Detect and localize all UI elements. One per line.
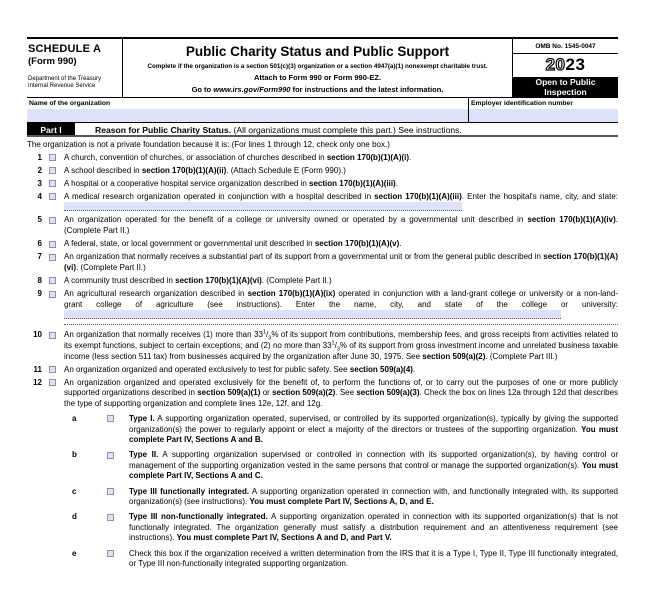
line-number: c [72, 486, 77, 496]
form-line [27, 239, 618, 250]
checkbox-cell [42, 239, 64, 250]
checkbox[interactable] [49, 154, 56, 161]
form-subtitle-3 [131, 85, 504, 94]
line-text: An organization organized and operated exclusively to test for public safety. See section 509(a)(4). [64, 364, 416, 374]
checkbox[interactable] [49, 332, 56, 339]
open-line1: Open to Public [535, 77, 596, 87]
tax-year [513, 54, 618, 77]
line-text: A hospital or a cooperative hospital service organization described in section 170(b)(1)(A)(iii). [64, 178, 398, 188]
line-text: A church, convention of churches, or association of churches described in section 170(b)(1)(A)(i). [64, 152, 412, 162]
line-number: 5 [37, 215, 42, 225]
form-line [27, 252, 618, 273]
form-line [27, 276, 618, 287]
write-in-field[interactable] [64, 310, 561, 319]
form-line [27, 192, 618, 213]
goto-text: Go to [191, 85, 214, 94]
line-number: 4 [37, 191, 42, 201]
checkbox[interactable] [49, 291, 56, 298]
line-number: 3 [37, 178, 42, 188]
omb-year-block [512, 39, 618, 97]
form-title: Public Charity Status and Public Support [185, 44, 450, 59]
checkbox-cell [42, 252, 64, 273]
form-id-block [27, 39, 123, 97]
form-subtitle-1: Complete if the organization is a section 501(c)(3) organization or a section 4947(a)(1) nonexempt charitable trust. [147, 63, 488, 70]
form-line [27, 289, 618, 328]
omb-number: OMB No. 1545-0047 [513, 39, 618, 54]
organization-name-label: Name of the organization [29, 100, 111, 107]
checkbox-cell [42, 289, 64, 328]
part1-title [95, 123, 462, 135]
line-number: 9 [37, 289, 42, 299]
checkbox-cell [42, 179, 64, 190]
line-text: An organization that normally receives a substantial part of its support from a governmental unit or from the general public described in section 170(b)(1)(A)(vi). (Complete Part II.) [64, 252, 618, 272]
organization-row [27, 98, 618, 123]
checkbox[interactable] [49, 180, 56, 187]
line-text: Check this box if the organization received a written determination from the IRS that it is a Type I, Type II, Type III functionally integrated, or Type III non-functionally integrated supporting organization. [129, 548, 618, 569]
form-header [27, 37, 618, 98]
checkbox[interactable] [49, 379, 56, 386]
line-text: An organization operated for the benefit of a college or university owned or operated by a governmental unit described in section 170(b)(1)(A)(iv). (Complete Part II.) [64, 215, 618, 236]
checkbox-cell [42, 192, 64, 213]
form-line [27, 330, 618, 362]
checkbox[interactable] [49, 167, 56, 174]
form-line [72, 512, 618, 544]
open-to-public-badge [513, 77, 618, 97]
checkbox[interactable] [107, 415, 114, 422]
checkbox[interactable] [49, 217, 56, 224]
line-number: 7 [37, 252, 42, 262]
line-text: Type II. A supporting organization supervised or controlled in connection with its supported organization(s), by having control or management of the supporting organization vested in the same persons that control or manage the supported organization(s). You must complete Part IV, Sections A and C. [129, 450, 618, 481]
organization-name-input[interactable] [27, 109, 468, 122]
form-line [27, 179, 618, 190]
line-number: e [72, 548, 77, 558]
part1-intro: The organization is not a private foundation because it is: (For lines 1 through 12, check only one box.) [27, 140, 390, 149]
form-line [72, 487, 618, 508]
line-number: a [72, 413, 77, 423]
write-in-field[interactable] [64, 202, 462, 211]
organization-name-cell [27, 98, 468, 122]
checkbox-cell [82, 549, 129, 570]
checkbox[interactable] [49, 241, 56, 248]
line-text: Type III functionally integrated. A supporting organization operated in connection with, and functionally integrated with, its supported organization(s) (see instructions). You must complete Part IV, Sections A, D, and E. [129, 486, 618, 507]
checkbox[interactable] [49, 366, 56, 373]
form-title-block [123, 39, 512, 97]
open-line2: Inspection [544, 87, 587, 97]
line-number: 11 [33, 364, 42, 374]
checkbox[interactable] [107, 550, 114, 557]
line-text: Type III non-functionally integrated. A supporting organization operated in connection with its supported organization(s) that is not functionally integrated. The organization generally must satisfy a distribution requirement and an attentiveness requirement (see instructions). You must complete Part IV, Sections A and D, and Part V. [129, 512, 618, 543]
tax-year-outline: 20 [545, 55, 566, 74]
line-number: 8 [37, 275, 42, 285]
schedule-label: SCHEDULE A [28, 43, 102, 55]
checkbox-cell [82, 414, 129, 446]
checkbox-cell [42, 276, 64, 287]
checkbox-cell [82, 487, 129, 508]
checkbox[interactable] [49, 193, 56, 200]
checkbox[interactable] [107, 488, 114, 495]
line-text: A community trust described in section 170(b)(1)(A)(vi). (Complete Part II.) [64, 275, 332, 285]
dept-line2: Internal Revenue Service [28, 83, 96, 89]
checkbox[interactable] [107, 514, 114, 521]
ein-cell [468, 98, 618, 122]
form-subtitle-2: Attach to Form 990 or Form 990-EZ. [253, 73, 382, 82]
line-text: An organization organized and operated exclusively for the benefit of, to perform the functions of, or to carry out the purposes of one or more publicly supported organizations described in section 509(a)(1) or section 509(a)(2). See section 509(a)(3). Check the box on lines 12a through 12d that describes the type of supporting organization and complete lines 12e, 12f, and 12g. [64, 377, 619, 408]
form-number: (Form 990) [28, 56, 77, 67]
checkbox[interactable] [107, 452, 114, 459]
tax-year-bold: 23 [565, 55, 586, 74]
part1-title-bold: Reason for Public Charity Status. [95, 125, 232, 135]
ein-input[interactable] [469, 109, 618, 122]
checkbox-cell [42, 330, 64, 362]
irs-url: www.irs.gov/Form990 [213, 85, 291, 94]
checkbox-cell [42, 166, 64, 177]
checkbox-cell [42, 153, 64, 164]
part1-items [27, 153, 618, 570]
part1-title-rest: (All organizations must complete this part.) See instructions. [231, 125, 462, 135]
line-text: A medical research organization operated in conjunction with a hospital described in section 170(b)(1)(A)(iii). Enter the hospital's name, city, and state: [64, 192, 618, 213]
checkbox-cell [82, 512, 129, 544]
line-text: An organization that normally receives (1) more than $33^1/_3\%$ of its support from contributions, membership fees, and gross receipts from activities related to its exempt functions, subject to certain exceptions; and (2) no more than $33^1/_3\%$ of its support from gross investment income and unrelated business taxable income (less section 511 tax) from businesses acquired by the organization after June 30, 1975. See section 509(a)(2). (Complete Part III.) [64, 329, 619, 361]
line-number: 12 [33, 377, 42, 387]
ein-label: Employer identification number [471, 100, 573, 107]
goto-text-rest: for instructions and the latest information. [290, 85, 444, 94]
checkbox-cell [82, 450, 129, 482]
form-line [27, 153, 618, 164]
form-line [72, 450, 618, 482]
form-line [27, 166, 618, 177]
line-number: 2 [37, 165, 42, 175]
line-number: 1 [37, 152, 42, 162]
checkbox[interactable] [49, 277, 56, 284]
line-number: 10 [33, 330, 42, 340]
form-line [27, 365, 618, 376]
checkbox-cell [42, 215, 64, 236]
line-number: 6 [37, 239, 42, 249]
dept-line1: Department of the Treasury [28, 76, 102, 82]
part1-header-bar [27, 123, 618, 137]
line-text: A school described in section 170(b)(1)(A)(ii). (Attach Schedule E (Form 990).) [64, 165, 346, 175]
agency-block [28, 76, 119, 90]
form-line [27, 378, 618, 410]
line-number: b [72, 450, 77, 460]
checkbox-cell [42, 378, 64, 410]
line-text: A federal, state, or local government or governmental unit described in section 170(b)(1)(A)(v). [64, 239, 402, 249]
part1-label: Part I [27, 123, 75, 135]
checkbox[interactable] [49, 254, 56, 261]
line-text: An agricultural research organization described in section 170(b)(1)(A)(ix) operated in conjunction with a land-grant college or university or a non-land-grant college of agriculture (see instructions). Enter the name, city, and state of the college or university: [64, 289, 618, 328]
form-line [72, 414, 618, 446]
line-text: Type I. A supporting organization operated, supervised, or controlled by its supported organization(s), typically by giving the supported organization(s) the power to regularly appoint or elect a majority of the directors or trustees of the supporting organization. You must complete Part IV, Sections A and B. [129, 413, 618, 445]
checkbox-cell [42, 365, 64, 376]
write-in-line[interactable] [64, 321, 618, 325]
form-line [27, 215, 618, 236]
form-line [72, 549, 618, 570]
line-number: d [72, 512, 77, 522]
